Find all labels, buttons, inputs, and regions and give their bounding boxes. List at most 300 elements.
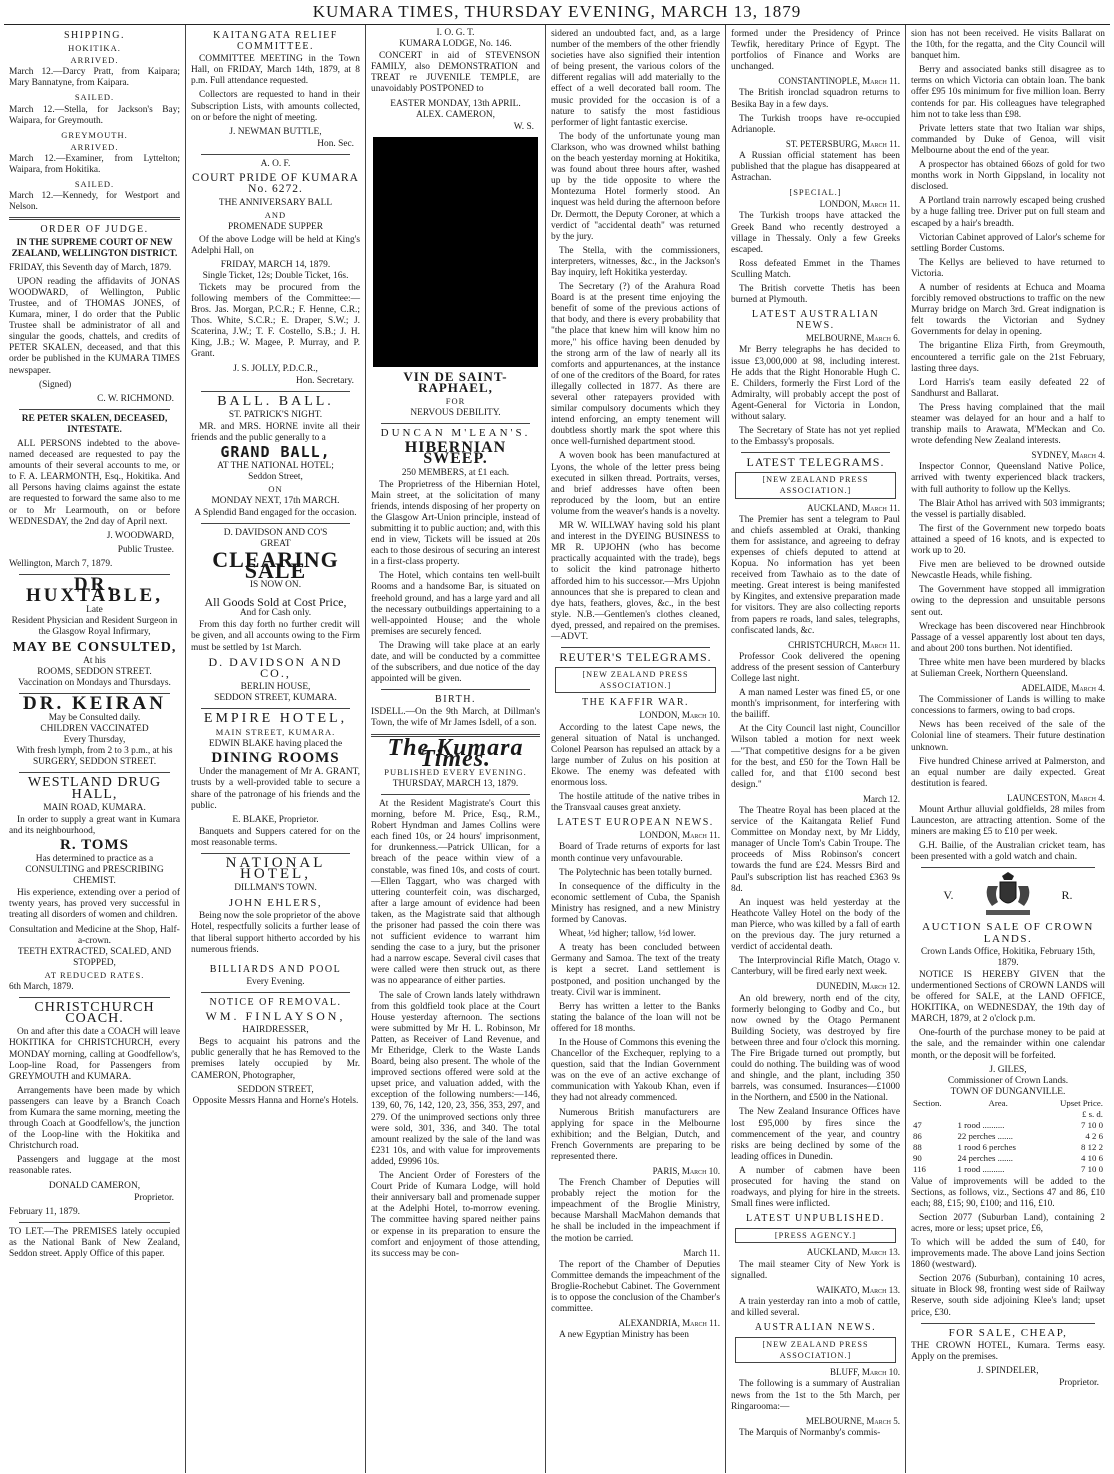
alex-cameron: ALEX. CAMERON, xyxy=(416,109,495,120)
cell-area: 24 perches ....... xyxy=(957,1153,1013,1164)
jolly-signature: J. S. JOLLY, P.D.C.R., xyxy=(233,363,318,374)
news-1: sion has not been received. He visits Ballarat on the 10th, for the regatta, and the City Council will banquet him. xyxy=(911,29,1105,62)
kumara-times-title: The Kumara Times. xyxy=(387,734,524,772)
st-patricks-night: ST. PATRICK'S NIGHT. xyxy=(228,409,323,420)
dateline-auckland-13: AUCKLAND, March 13. xyxy=(806,1247,900,1258)
billiards: BILLIARDS AND POOL xyxy=(209,963,342,975)
divider xyxy=(19,997,170,998)
seddon-kumara: SEDDON STREET, KUMARA. xyxy=(214,692,337,703)
sailed-label: SAILED. xyxy=(74,92,115,103)
table-subheader-row xyxy=(911,1109,1105,1120)
vin-saint-raphael: VIN DE SAINT-RAPHAEL, xyxy=(403,368,508,395)
auction-notice: NOTICE IS HEREBY GIVEN that the undermentioned Sections of CROWN LANDS will be offered for SALE, at the LAND OFFICE, HOKITIKA, on WEDNESDAY, the 19th day of MARCH, 1879, at 2 o'clock p.m. xyxy=(911,969,1105,1025)
divider xyxy=(201,992,350,993)
th-lsd: £ s. d. xyxy=(1081,1108,1103,1119)
table-row xyxy=(911,1142,1105,1153)
clearing-sale: CLEARING SALE xyxy=(212,546,339,583)
westland-body: In order to supply a great want in Kumara and its neighbourhood, xyxy=(9,814,180,836)
columns xyxy=(4,25,1110,1473)
may-be-consulted: MAY BE CONSULTED, xyxy=(12,639,177,655)
news-11: The Press having complained that the mail steamer was delayed for an hour and a half to tranship mails to Arawata, M'Meckan and Co. wrote defending New Zealand interests. xyxy=(911,402,1105,447)
cell-price: 7 10 0 xyxy=(1081,1120,1103,1131)
dining-rooms: DINING ROOMS xyxy=(211,750,340,767)
iogt: I. O. G. T. xyxy=(436,28,475,38)
woodward-signature: J. WOODWARD, xyxy=(106,530,174,541)
tele-16: An old brewery, north end of the city, formerly belonging to Godby and Co., but now owned by the Otago Permanent Building Society, was destroyed by fire between three and four o'clock this morning. The Fire Brigade turned out promptly, but could do nothing. The building was of wood and shingle, and the plant, including 350 barrels, was consumed. Insurances—£1000 in the Northern, and £500 in the National. xyxy=(731,993,900,1104)
cost-price: All Goods Sold at Cost Price, xyxy=(204,595,347,610)
aof: A. O. F. xyxy=(260,158,291,169)
proprietor-label: Proprietor. xyxy=(134,1192,174,1203)
relief-heading: KAITANGATA RELIEF COMMITTEE. xyxy=(213,30,338,53)
consultation-fee: Consultation and Medicine at the Shop, Half-a-crown. xyxy=(9,924,180,946)
empire-hotel: EMPIRE HOTEL, xyxy=(203,710,348,726)
news-19: The Commissioner of Lands is willing to make concessions to farmers, owing to bad crops. xyxy=(911,695,1105,717)
relief-body-2: Collectors are requested to hand in their Subscription Lists, with amounts collected, on or before the night of meeting. xyxy=(191,90,360,123)
arrivals-greymouth: March 12.—Examiner, from Lyttelton; Waipara, from Hokitika. xyxy=(9,153,180,176)
th-area: Area. xyxy=(988,1097,1008,1108)
latest-telegrams-heading: LATEST TELEGRAMS. xyxy=(746,455,885,470)
tele-5: Ross defeated Emmet in the Thames Sculling Match. xyxy=(731,258,900,280)
hairdresser: HAIRDRESSER, xyxy=(242,1025,309,1036)
dateline-melbourne-5: MELBOURNE, March 5. xyxy=(805,1415,900,1426)
cell-area: 1 rood .......... xyxy=(957,1120,1005,1131)
at-his: At his xyxy=(83,655,106,666)
hon-sec: Hon. Sec. xyxy=(317,138,354,149)
coach-body: On and after this date a COACH will leave HOKITIKA for CHRISTCHURCH, every MONDAY morning, calling at Goodfellow's, Loop-line Road, for Passengers from GREYMOUTH and KUMARA. xyxy=(9,1027,180,1082)
auction-heading: AUCTION SALE OF CROWN LANDS. xyxy=(922,921,1094,945)
commissioner: Commissioner of Crown Lands. xyxy=(947,1075,1069,1086)
relief-body: COMMITTEE MEETING in the Town Hall, on FRIDAY, March 14th, 1879, at 8 p.m. Full attendance requested. xyxy=(191,54,360,87)
cell-section: 86 xyxy=(913,1131,922,1142)
column-3 xyxy=(366,25,546,1473)
eu-item-2: The Polytechnic has been totally burned. xyxy=(559,867,713,878)
tele-12: At the City Council last night, Councillor Wilson tabled a motion for next week—"That competitive designs for a be given for the best, and £50 for the Town Hall be called for, and that £100 second best design." xyxy=(731,724,900,790)
ball-date: FRIDAY, MARCH 14, 1879. xyxy=(220,259,331,270)
news-13: The Blair Athol has arrived with 503 immigrants; the vessel is partially disabled. xyxy=(911,498,1105,520)
press-agency-label: [PRESS AGENCY.] xyxy=(735,1228,896,1243)
cell-price: 7 10 0 xyxy=(1081,1164,1103,1175)
eu-item-7: In the House of Commons this evening the Chancellor of the Exchequer, replying to a question, said that the Indian Government was on the eve of an active exchange of communication with Yakoub Khan, even if they had not already commenced. xyxy=(551,1037,720,1104)
national-hotel-heading: NATIONAL HOTEL, xyxy=(225,855,326,883)
tele-22: The Marquis of Normanby's commis- xyxy=(739,1427,881,1438)
cell-section: 90 xyxy=(913,1153,922,1164)
special-label: [SPECIAL.] xyxy=(789,187,842,198)
divider xyxy=(741,452,890,453)
and-label: AND xyxy=(264,210,287,221)
tele-13: The Theatre Royal has been placed at the service of the Kaitangata Relief Fund Committee on Monday next, by Mr Liddy, manager of Uncle Tom's Cabin Troupe. The proceeds of Miss Robinson's concert towards the fund are £24. Messrs Bird and Paul's subscription list has reached £363 9s 8d. xyxy=(731,806,900,894)
crest-v: V. xyxy=(943,887,954,902)
order-body: UPON reading the affidavits of JONAS WOODWARD, of Wellington, Public Trustee, and of THOMAS JONES, of Kumara, miner, I do order that the Public Trustee shall be administrator of all and singular the goods, chattels, and credits of PETER SKALEN, deceased, and that this order be published in the KUMARA TIMES newspaper. xyxy=(9,276,180,376)
westland-heading: WESTLAND DRUG HALL, xyxy=(27,775,162,802)
dateline-auckland-11: AUCKLAND, March 11. xyxy=(807,502,900,513)
huxtable-heading: DR. HUXTABLE, xyxy=(26,574,163,607)
cell-area: 1 rood .......... xyxy=(957,1164,1005,1175)
eu-item-11: A new Egyptian Ministry has been xyxy=(559,1330,689,1341)
port-hokitika: HOKITIKA. xyxy=(68,43,121,54)
toms-date: 6th March, 1879. xyxy=(9,982,74,993)
reduced-rates: AT REDUCED RATES. xyxy=(44,969,145,980)
arahura-road-board: The Secretary (?) of the Arahura Road Board is at the present time enjoying the benefit of some of the previous actions of that body, and there is every probability that "the place that knew him will know him no more," his office having been denuded by the strong arm of the law of nearly all its comforts and appurtenances, at the instance of one of the creditors of the Board, for rates illegally collected in 1877. As there are several other ratepayers provided with similar compulsory documents which they intend enforcing, an empty tenement will doubtless shortly mark the spot where this once well-furnished department stood. xyxy=(551,282,720,448)
published-every-evening: PUBLISHED EVERY EVENING. xyxy=(384,766,527,777)
eu-item-4: Wheat, ½d higher; tallow, ½d lower. xyxy=(559,929,696,940)
toms-name: R. TOMS xyxy=(60,836,129,853)
main-road: MAIN ROAD, KUMARA. xyxy=(43,802,146,813)
tele-20: A train yesterday ran into a mob of cattle, and killed several. xyxy=(731,1296,900,1318)
news-5: A Portland train narrowly escaped being crushed by a huge falling tree. Driver put on full steam and escaped by a hair's breadth. xyxy=(911,196,1105,229)
royal-crest xyxy=(911,872,1105,918)
dateline-london-10: LONDON, March 10. xyxy=(639,710,720,721)
order-date: FRIDAY, this Seventh day of March, 1879. xyxy=(9,262,172,273)
eu-item-1: Board of Trade returns of exports for last month continue very unfavourable. xyxy=(551,842,720,864)
tele-17: The New Zealand Insurance Offices have lost £95,000 by fires since the commencement of the year, and country risks are being declined by some of the leading offices in Dunedin. xyxy=(731,1107,900,1162)
seddon-street-2: SEDDON STREET, xyxy=(237,1084,314,1095)
opposite-hotels: Opposite Messrs Hanna and Horne's Hotels. xyxy=(192,1095,359,1106)
dining-body: Under the management of Mr A. GRANT, trusts by a well-provided table to secure a share of the patronage of his friends and the public. xyxy=(191,767,360,811)
divider xyxy=(921,1323,1095,1324)
experience: His experience, extending over a period of twenty years, has proved very successful in treating all disorders of women and children. xyxy=(9,888,180,921)
birth-heading: BIRTH. xyxy=(435,694,476,706)
tele-1: The British ironclad squadron returns to Besika Bay in a few days. xyxy=(731,88,900,110)
members-count: 250 MEMBERS, at £1 each. xyxy=(401,467,510,478)
stella-departure: The Stella, with the commissioners, interpreters, witnesses, &c., in the Jackson's Bay inquiry, left Hokitika yesterday. xyxy=(551,245,720,278)
children-vaccinated: CHILDREN VACCINATED xyxy=(40,724,149,735)
tele-6: The British corvette Thetis has been burned at Plymouth. xyxy=(731,283,900,306)
news-2: Berry and associated banks still disagree as to terms on which Victoria can obtain loan. The bank offer £95 10s minimum for five million loan. Berry contends for par. His colleagues have telegraphed him not to take less than £98. xyxy=(911,65,1105,120)
cell-area: 1 rood 6 perches xyxy=(957,1142,1016,1153)
divider xyxy=(381,423,530,424)
teeth-extracted: TEETH EXTRACTED, SCALED, AND STOPPED, xyxy=(17,946,172,968)
news-10: Lord Harris's team easily defeated 22 of Sandhurst and Ballarat. xyxy=(911,377,1105,399)
order-heading: ORDER OF JUDGE. xyxy=(40,224,149,236)
every-evening: Every Evening. xyxy=(246,976,305,987)
kaffir-body-2: The hostile attitude of the native tribes in the Transvaal causes great anxiety. xyxy=(551,792,720,814)
hon-secretary: Hon. Secretary. xyxy=(296,375,354,386)
coach-heading: CHRISTCHURCH COACH. xyxy=(34,1000,155,1027)
lead-article-2: The sale of Crown lands lately withdrawn from this goldfield took place at the Court House yesterday afternoon. The sections were submitted by Mr H. L. Robinson, Mr Patten, as Receiver of Land Revenue, and Mr Etheridge, Clerk to the Waste Lands Board, being also present. The whole of the improved sections offered were sold at the upset price, and valuation added, with the exception of the following numbers:—146, 139, 60, 76, 142, 120, 23, 356, 353, 297, and 279. Of the unimproved sections only three were sold, 301, 336, and 340. The total amount realized by the sale of the land was £231 10s, and with value for improvements added, £9996 10s. xyxy=(371,990,540,1167)
tele-2: The Turkish troops have re-occupied Adrianople. xyxy=(731,113,900,135)
public-trustee: Public Trustee. xyxy=(117,544,174,555)
tele-3: A Russian official statement has been published that the plague has disappeared at Astrachan. xyxy=(731,150,900,184)
hibernian-body: The Proprietress of the Hibernian Hotel, Main street, at the solicitation of many friends, intends disposing of her property on the Glasgow Art-Union principle, instead of submitting it to public auction; and, with this end in view, Tickets will be issued at 20s each to those desirous of securing an interest in a first-class property. xyxy=(371,479,540,568)
divider xyxy=(201,154,350,155)
tele-21: The following is a summary of Australian news from the 1st to the 5th March, per Ringarooma:— xyxy=(731,1379,900,1412)
table-header-row xyxy=(911,1098,1105,1109)
dateline-st-petersburg: ST. PETERSBURG, March 11. xyxy=(785,138,900,149)
sections-body xyxy=(911,1120,1105,1175)
court-heading: IN THE SUPREME COURT OF NEW ZEALAND, WELLINGTON DISTRICT. xyxy=(11,237,178,259)
table-row xyxy=(911,1164,1105,1175)
eu-item-3: In consequence of the difficulty in the economic settlement of Cuba, the Spanish Ministry has resigned, and a new Ministry formed by Canovas. xyxy=(551,881,720,926)
column-6 xyxy=(906,25,1110,1473)
on-label: ON xyxy=(268,484,283,495)
now-on: IS NOW ON. xyxy=(249,580,302,591)
sections-table xyxy=(911,1098,1105,1176)
hibernian-body-2: The Hotel, which contains ten well-built Rooms and a handsome Bar, is situated on freehold ground, and has a large yard and all the necessary outbuildings appertaining to a well-appointed House; and the whole premises are securely fenced. xyxy=(371,571,540,637)
every-thursday: Every Thursday, xyxy=(63,735,126,746)
finlayson-body: Begs to acquaint his patrons and the public generally that he has Removed to the premises lately occupied by Mr. CAMERON, Photographer, xyxy=(191,1037,360,1081)
news-23: G.H. Bailie, of the Australian cricket team, has been presented with a gold watch and chain. xyxy=(911,841,1105,863)
kaffir-war-heading: THE KAFFIR WAR. xyxy=(581,697,690,709)
birth-notice: ISDELL.—On the 9th March, at Dillman's Town, the wife of Mr James Isdell, of a son. xyxy=(371,707,540,729)
dateline-london-11: LONDON, March 11. xyxy=(639,830,720,841)
cell-price: 4 2 6 xyxy=(1085,1131,1103,1142)
shipping-heading: SHIPPING. xyxy=(63,30,125,41)
woven-book: A woven book has been manufactured at Lyons, the whole of the letter press being executed in silken thread. Portraits, verses, and brief addresses have often been reproduced by the loom, but an entire volume from the weaver's hands is a novelty. xyxy=(551,451,720,517)
national-hotel-venue: AT THE NATIONAL HOTEL; xyxy=(217,461,334,472)
cameron-signature: DONALD CAMERON, xyxy=(48,1180,141,1191)
eu-item-5: A treaty has been concluded between Germany and Samoa. The text of the treaty is kept a secret. Land settlement is postponed, and position unchanged by the treaty. Civil war is imminent. xyxy=(551,943,720,998)
masthead-title: KUMARA TIMES, THURSDAY EVENING, MARCH 13, 1879 xyxy=(312,2,802,21)
dateline-alexandria: ALEXANDRIA, March 11. xyxy=(618,1318,720,1329)
kumara-lodge: KUMARA LODGE, No. 146. xyxy=(399,39,512,50)
skalen-heading: RE PETER SKALEN, DECEASED, INTESTATE. xyxy=(21,413,168,435)
consulting-chemist: CONSULTING and PRESCRIBING CHEMIST. xyxy=(25,865,164,887)
divider xyxy=(201,391,350,392)
dateline-adelaide: ADELAIDE, March 4. xyxy=(1021,683,1105,694)
hibernian-sweep: HIBERNIAN SWEEP. xyxy=(404,439,507,468)
divider xyxy=(9,217,180,220)
for-sale-heading: FOR SALE, CHEAP, xyxy=(948,1326,1068,1339)
arrivals-hokitika: March 12.—Darcy Pratt, from Kaipara; Mary Bannatyne, from Kaipara. xyxy=(9,67,180,89)
divider xyxy=(381,794,530,795)
divider xyxy=(561,647,710,648)
lead-article-3: The Ancient Order of Foresters of the Court Pride of Kumara Lodge, will hold their anniversary ball and promenade supper at the Adelphi Hotel, to-morrow evening. The committee having spared neither pains or expense in its preparation to ensure the comfort and enjoyment of those attending, its success may be con- xyxy=(371,1171,540,1259)
table-row xyxy=(911,1153,1105,1164)
monday-date: MONDAY NEXT, 17th MARCH. xyxy=(211,496,340,507)
mclean-heading: DUNCAN M'LEAN'S. xyxy=(380,427,531,440)
australian-news-heading: AUSTRALIAN NEWS. xyxy=(754,1322,877,1334)
horne-invite: MR. and MRS. HORNE invite all their friends and the public generally to a xyxy=(191,421,360,443)
cell-section: 116 xyxy=(913,1164,926,1175)
news-18: Three white men have been murdered by blacks at Sulieman Creek, Northern Queensland. xyxy=(911,657,1105,679)
crown-hotel-notice: THE CROWN HOTEL, Kumara. Terms easy. Apply on the premises. xyxy=(911,1340,1105,1362)
anniversary-ball: THE ANNIVERSARY BALL xyxy=(218,198,333,209)
dateline-paris: PARIS, March 10. xyxy=(652,1166,720,1176)
divider xyxy=(201,523,350,524)
news-14: The first of the Government new torpedo boats attained a speed of 16 knots, and is expected to work up to 20. xyxy=(911,523,1105,557)
toms-body: Has determined to practice as a xyxy=(35,854,154,864)
for-label: FOR xyxy=(445,396,466,407)
crest-r: R. xyxy=(1061,887,1073,902)
divider xyxy=(19,409,170,410)
divider xyxy=(201,853,350,854)
cell-section: 88 xyxy=(913,1142,922,1153)
eu-item-6: Berry has written a letter to the Banks stating the balance of the loan will not be offered for 18 months. xyxy=(551,1001,720,1034)
news-15: Five men are believed to be drowned outside Newcastle Heads, while fishing. xyxy=(911,560,1105,582)
nzpa-label-3: [NEW ZEALAND PRESS ASSOCIATION.] xyxy=(735,1337,896,1363)
willway-advt: MR W. WILLWAY having sold his plant and interest in the DYEING BUSINESS to MR R. UPJOHN (who has become practically acquainted with the trade), begs to solicit the kind patronage hitherto afforded him to his successor.—Mrs Upjohn announces that she is prepared to clean and dye hats, feathers, gloves, &c., in the best style. N.B.—Gentlemen's clothes cleaned, dyed, pressed, and repaired on the premises.—ADVT. xyxy=(551,521,720,642)
huxtable-late: Late xyxy=(86,605,103,616)
tele-11: A man named Lester was fined £5, or one month's imprisonment, for interfering with the bailiff. xyxy=(731,688,900,721)
coach-body-3: Passengers and luggage at the most reasonable rates. xyxy=(9,1155,180,1177)
news-6: Victorian Cabinet approved of Lalor's scheme for settling Border Customs. xyxy=(911,232,1105,254)
dillmans-town: DILLMAN'S TOWN. xyxy=(234,883,317,894)
news-22: Mount Arthur alluvial goldfields, 28 miles from Launceston, are attracting attention. Some of the miners are making £5 to £10 per week. xyxy=(911,805,1105,838)
ehlers-name: JOHN EHLERS, xyxy=(228,897,323,910)
davidson-great: D. DAVIDSON AND CO'S xyxy=(223,527,328,538)
dateline-constantinople: CONSTANTINOPLE, March 11. xyxy=(778,76,900,87)
lead-article-1: At the Resident Magistrate's Court this morning, before M. Price, Esq., R.M., Robert Hyndman and James Collins were each fined 10s, or 24 hours' imprisonment, for drunkenness.—Patrick Ullican, for a breach of the peace within view of a constable, was fined 10s, and costs of court.—Ellen Taggart, who was charged with uttering counterfeit coin, was discharged, after a large amount of evidence had been taken, as the Magistrate said that although the prisoner had passed the coin there was not sufficient evidence to warrant him sending the case to a jury, but the prisoner had a narrow escape. Several civil cases that were called were then struck out, as there was no appearance of either parties. xyxy=(371,798,540,987)
ball-continued: sidered an undoubted fact, and, as a large number of the members of the other friendly societies have also signified their intention of being present, the various colors of the different regalias will add materially to the effect of a well decorated ball room. The music provided for the occasion is of a nature to satisfy the most fastidious performer of light fantastic exercise. xyxy=(551,29,720,128)
table-row xyxy=(911,1131,1105,1142)
proprietor-label: Proprietor. xyxy=(1059,1378,1099,1389)
cell-price: 4 10 6 xyxy=(1081,1153,1103,1164)
tele-10: Professor Cook delivered the opening address of the present session of Canterbury College last night. xyxy=(731,651,900,684)
eu-item-9: The French Chamber of Deputies will probably reject the motion for the impeachment of the Broglie Ministry, because Marshall MacMahon demands that he shall be included in the impeachment if the motion be carried. xyxy=(551,1178,720,1244)
news-12: Inspector Connor, Queensland Native Police, arrived with twenty experienced black trackers, with full authority to follow up the Kellys. xyxy=(911,462,1105,495)
keiran-consult: May be Consulted daily. xyxy=(48,712,141,723)
cell-section: 47 xyxy=(913,1120,922,1131)
column-2 xyxy=(186,25,366,1473)
hibernian-body-3: The Drawing will take place at an early date, and will be conducted by a committee of the subscribers, and due notice of the day appointed will be given. xyxy=(371,640,540,685)
tele-18: A number of cabmen have been prosecuted for having the stand on roadways, and plying for hire in the streets. Small fines were inflicted. xyxy=(731,1165,900,1210)
egypt-continued: formed under the Presidency of Prince Tewfik, hereditary Prince of Egypt. The portfolios of Finance and Works are unchanged. xyxy=(731,29,900,73)
huxtable-body: Resident Physician and Resident Surgeon in the Glasgow Royal Infirmary, xyxy=(11,616,178,638)
sailings-hokitika: March 12.—Stella, for Jackson's Bay; Waipara, for Greymouth. xyxy=(9,104,180,126)
ehlers-body: Being now the sole proprietor of the above Hotel, respectfully solicits a further lease of that liberal support hitherto accorded by his numerous friends. xyxy=(191,911,360,955)
news-16: The Government have stopped all immigration owing to the depression and unsuitable persons sent out. xyxy=(911,585,1105,618)
ws-label: W. S. xyxy=(513,121,534,132)
improvements-value: Value of improvements will be added to the Sections, as follows, viz., Sections 47 and 86, £10 each; 88, £15; 90, £100; and 116, £10. xyxy=(911,1176,1105,1209)
table-row xyxy=(911,1120,1105,1131)
dateline-london: LONDON, March 11. xyxy=(819,199,900,210)
australian-heading: LATEST AUSTRALIAN NEWS. xyxy=(751,309,880,332)
news-17: Wreckage has been discovered near Hinchbrook Passage of a vessel apparently lost about ten days, and about 200 tons burthen. Not identified. xyxy=(911,621,1105,654)
cash-only: And for Cash only. xyxy=(239,608,312,619)
banquets: Banquets and Suppers catered for on the most reasonable terms. xyxy=(191,826,360,848)
tickets-body: Tickets may be procured from the following members of the Committee:—Bros. Jas. Morgan, P.C.R.; F. Henne, C.R.; Thos. White, S.C.R.; E. Draper, S.W.; J. Scaterina, J.W.; T. F. Costello, S.B.; J. H. King, J.B.; W. Magee, P. Murray, and P. Grant. xyxy=(191,282,360,360)
to-let-notice: TO LET.—The PREMISES lately occupied as the National Bank of New Zealand, Seddon street. Apply Office of this paper. xyxy=(9,1226,180,1259)
dateline-sydney: SYDNEY, March 4. xyxy=(1031,450,1105,461)
masthead xyxy=(4,0,1110,25)
richmond-signature: C. W. RICHMOND. xyxy=(97,393,174,404)
eu-item-8: Numerous British manufacturers are applying for space in the Melbourne exhibition; and the Belgian, Dutch, and French Governments are preparing to be represented there. xyxy=(551,1107,720,1162)
lymph-hours: With fresh lymph, from 2 to 3 p.m., at his xyxy=(16,746,173,757)
dateline-christchurch: CHRISTCHURCH, March 11. xyxy=(788,639,900,650)
wellington-date: Wellington, March 7, 1879. xyxy=(9,558,113,569)
sailed-label: SAILED. xyxy=(74,179,115,190)
column-4 xyxy=(546,25,726,1473)
column-1 xyxy=(4,25,186,1473)
cell-area: 22 perches ....... xyxy=(957,1131,1013,1142)
rooms-address: ROOMS, SEDDON STREET. xyxy=(37,666,152,677)
splendid-band: A Splendid Band engaged for the occasion. xyxy=(194,507,357,518)
divider xyxy=(201,708,350,709)
port-greymouth: GREYMOUTH. xyxy=(61,129,128,140)
ticket-prices: Single Ticket, 12s; Double Ticket, 16s. xyxy=(202,270,349,281)
surgery-address: SURGERY, SEDDON STREET. xyxy=(32,757,157,768)
news-20: News has been received of the sale of the Colonial line of steamers. Their future destination unknown. xyxy=(911,720,1105,753)
dateline-melbourne-6: MELBOURNE, March 6. xyxy=(805,333,900,344)
nzpa-label: [NEW ZEALAND PRESS ASSOCIATION.] xyxy=(555,667,716,693)
tele-19: The mail steamer City of New York is signalled. xyxy=(731,1259,900,1281)
blake-proprietor: E. BLAKE, Proprietor. xyxy=(232,814,319,825)
arrived-label: ARRIVED. xyxy=(70,55,119,66)
redacted-block xyxy=(373,137,538,367)
news-4: A prospector has obtained 66ozs of gold for two months work in North Gippsland, in locality not disclosed. xyxy=(911,160,1105,193)
dateline-waikato: WAIKATO, March 13. xyxy=(816,1284,900,1295)
section-2076: Section 2076 (Suburban), containing 10 acres, situate in Block 98, fronting west side of Railway Reserve, south side adjoining Klee's land; upset price, £30. xyxy=(911,1274,1105,1318)
section-2077-b: To which will be added the sum of £40, for improvements made. The above Land joins Section 1860 (westward). xyxy=(911,1238,1105,1271)
purchase-terms: One-fourth of the purchase money to be paid at the sale, and the remainder within one calendar month, or the deposit will be forfeited. xyxy=(911,1028,1105,1061)
easter-monday: EASTER MONDAY, 13th APRIL. xyxy=(390,98,521,109)
dateline-march-12: March 12. xyxy=(863,793,900,804)
news-9: The brigantine Eliza Firth, from Greymouth, encountered a terrific gale on the 21st February, lasting three days. xyxy=(911,341,1105,374)
divider xyxy=(19,772,170,773)
grand-ball: GRAND BALL, xyxy=(220,443,331,462)
coat-of-arms-icon xyxy=(978,872,1038,918)
seddon-street: Seddon Street, xyxy=(248,472,303,483)
issue-date: THURSDAY, MARCH 13, 1879. xyxy=(392,778,519,789)
spindeler-signature: J. SPINDELER, xyxy=(977,1365,1039,1376)
tele-4: The Turkish troops have attacked the Greek Band who recently destroyed a village in Thessaly. Only a few Greeks escaped. xyxy=(731,211,900,255)
crown-lands-office: Crown Lands Office, Hokitika, February 15th, 1879. xyxy=(920,946,1096,968)
removal-heading: NOTICE OF REMOVAL. xyxy=(209,996,342,1008)
finlayson-name: WM. FINLAYSON, xyxy=(205,1009,346,1024)
th-upset: Upset Price. xyxy=(1060,1097,1103,1108)
empire-address: MAIN STREET, KUMARA. xyxy=(215,727,336,738)
buttle-signature: J. NEWMAN BUTTLE, xyxy=(229,126,322,137)
credit-notice: From this day forth no further credit will be given, and all accounts owing to the Firm must be settled by 1st March. xyxy=(191,620,360,653)
divider xyxy=(19,1222,170,1223)
unpublished-heading: LATEST UNPUBLISHED. xyxy=(746,1213,885,1225)
dateline-launceston: LAUNCESTON, March 4. xyxy=(1006,792,1105,803)
dateline-march-11: March 11. xyxy=(683,1247,720,1258)
news-8: A number of residents at Echuca and Moama forcibly removed obstructions to traffic on the new Murray bridge on March 3rd. Great indignation is felt towards the Victorian and Sydney Governments for delay in opening. xyxy=(911,282,1105,338)
town-heading: TOWN OF DUNGANVILLE. xyxy=(950,1086,1066,1097)
nervous-debility: NERVOUS DEBILITY. xyxy=(410,408,501,419)
news-21: Five hundred Chinese arrived at Palmerston, and an equal number are daily expected. Great destitution is feared. xyxy=(911,756,1105,789)
tele-8: The Secretary of State has not yet replied to the Embassy's proposals. xyxy=(731,426,900,448)
divider xyxy=(921,867,1095,868)
clarkson-drowning: The body of the unfortunate young man Clarkson, who was drowned whilst bathing on the beach yesterday morning at Hokitika, was found about three hours after, washed up by the tide opposite to where the Montezuma Hotel formerly stood. An inquest was held during the afternoon before Dr. Dermott, the Deputy Coroner, at which a verdict of "accidental death" was returned by the jury. xyxy=(551,131,720,242)
section-2077: Section 2077 (Suburban Land), containing 2 acres, more or less; upset price, £6, xyxy=(911,1212,1105,1234)
tele-9: The Premier has sent a telegram to Paul and chiefs assembled at Oraki, thanking them for assistance, and agreeing to defray expenses of chiefs deputed to attend at Kopua. No information has yet been received from Tawhaio as to the date of meeting. Great interest is being manifested by Kingites, and extensive preparation made for visitors. They are also collecting reports from papers re roads, land sales, telegraphs, confiscated lands, &c. xyxy=(731,514,900,636)
arrived-label: ARRIVED. xyxy=(70,141,119,152)
davidson-name: D. DAVIDSON AND CO., xyxy=(208,654,343,680)
divider xyxy=(381,689,530,690)
great-label: GREAT xyxy=(260,538,291,549)
dateline-bluff: BLUFF, March 10. xyxy=(830,1367,900,1378)
court-pride: COURT PRIDE OF KUMARA No. 6272. xyxy=(192,172,359,196)
concert-notice: CONCERT in aid of STEVENSON FAMILY, also DEMONSTRATION and TREAT re JUVENILE TEMPLE, are unavoidably POSTPONED to xyxy=(371,51,540,95)
column-5 xyxy=(726,25,906,1473)
sailings-greymouth: March 12.—Kennedy, for Westport and Nelson. xyxy=(9,191,180,213)
cell-price: 8 12 2 xyxy=(1081,1142,1103,1153)
news-7: The Kellys are believed to have returned to Victoria. xyxy=(911,257,1105,279)
coach-body-2: Arrangements have been made by which passengers can leave by a Branch Coach from Kumara the same morning, meeting the through Coach at Goodfellow's, the junction of the Loop-line with the Hokitika and Christchurch road. xyxy=(9,1085,180,1152)
kaffir-body: According to the latest Cape news, the general situation of Natal is unchanged. Colonel Pearson has repulsed an attack by a large number of Zulus on his position at Ekowe. The enemy was defeated with enormous loss. xyxy=(551,722,720,788)
lodge-venue: Of the above Lodge will be held at King's Adelphi Hall, on xyxy=(191,234,360,256)
reuters-heading: REUTER'S TELEGRAMS. xyxy=(559,650,712,665)
tele-15: The Interprovincial Rifle Match, Otago v. Canterbury, will be fired early next week. xyxy=(731,956,900,978)
european-heading: LATEST EUROPEAN NEWS. xyxy=(557,817,714,829)
eu-item-10: The report of the Chamber of Deputies Committee demands the impeachment of the Broglie-Rochebut Cabinet. The Government is to oppose the conclusion of the Chamber's committee. xyxy=(551,1259,720,1315)
ball-heading: BALL. BALL. xyxy=(217,393,334,409)
promenade-supper: PROMENADE SUPPER xyxy=(227,222,324,233)
giles-signature: J. GILES, xyxy=(989,1064,1027,1075)
keiran-heading: DR. KEIRAN xyxy=(23,692,166,714)
tele-7: Mr Berry telegraphs he has decided to issue £3,000,000 at 98, including interest. He adds that the Right Honorable Hugh C. E. Childers, formerly the First Lord of the Admiralty, will probably accept the post of Agent-General for Victoria in London, without salary. xyxy=(731,345,900,422)
th-section: Section. xyxy=(913,1097,942,1108)
berlin-house: BERLIN HOUSE, xyxy=(240,681,311,692)
dateline-dunedin: DUNEDIN, March 12. xyxy=(816,981,900,992)
signed: (Signed) xyxy=(39,379,72,390)
tele-14: An inquest was held yesterday at the Heathcote Valley Hotel on the body of the man Pierce, who was killed by a fall of earth on the previous day. The jury returned a verdict of accidental death. xyxy=(731,897,900,953)
nzpa-label-2: [NEW ZEALAND PRESS ASSOCIATION.] xyxy=(735,472,896,498)
news-3: Private letters state that two Italian war ships, commanded by Duke of Genoa, will visit Melbourne about the end of the year. xyxy=(911,123,1105,156)
vaccination-days: Vaccination on Mondays and Thursdays. xyxy=(18,677,171,688)
